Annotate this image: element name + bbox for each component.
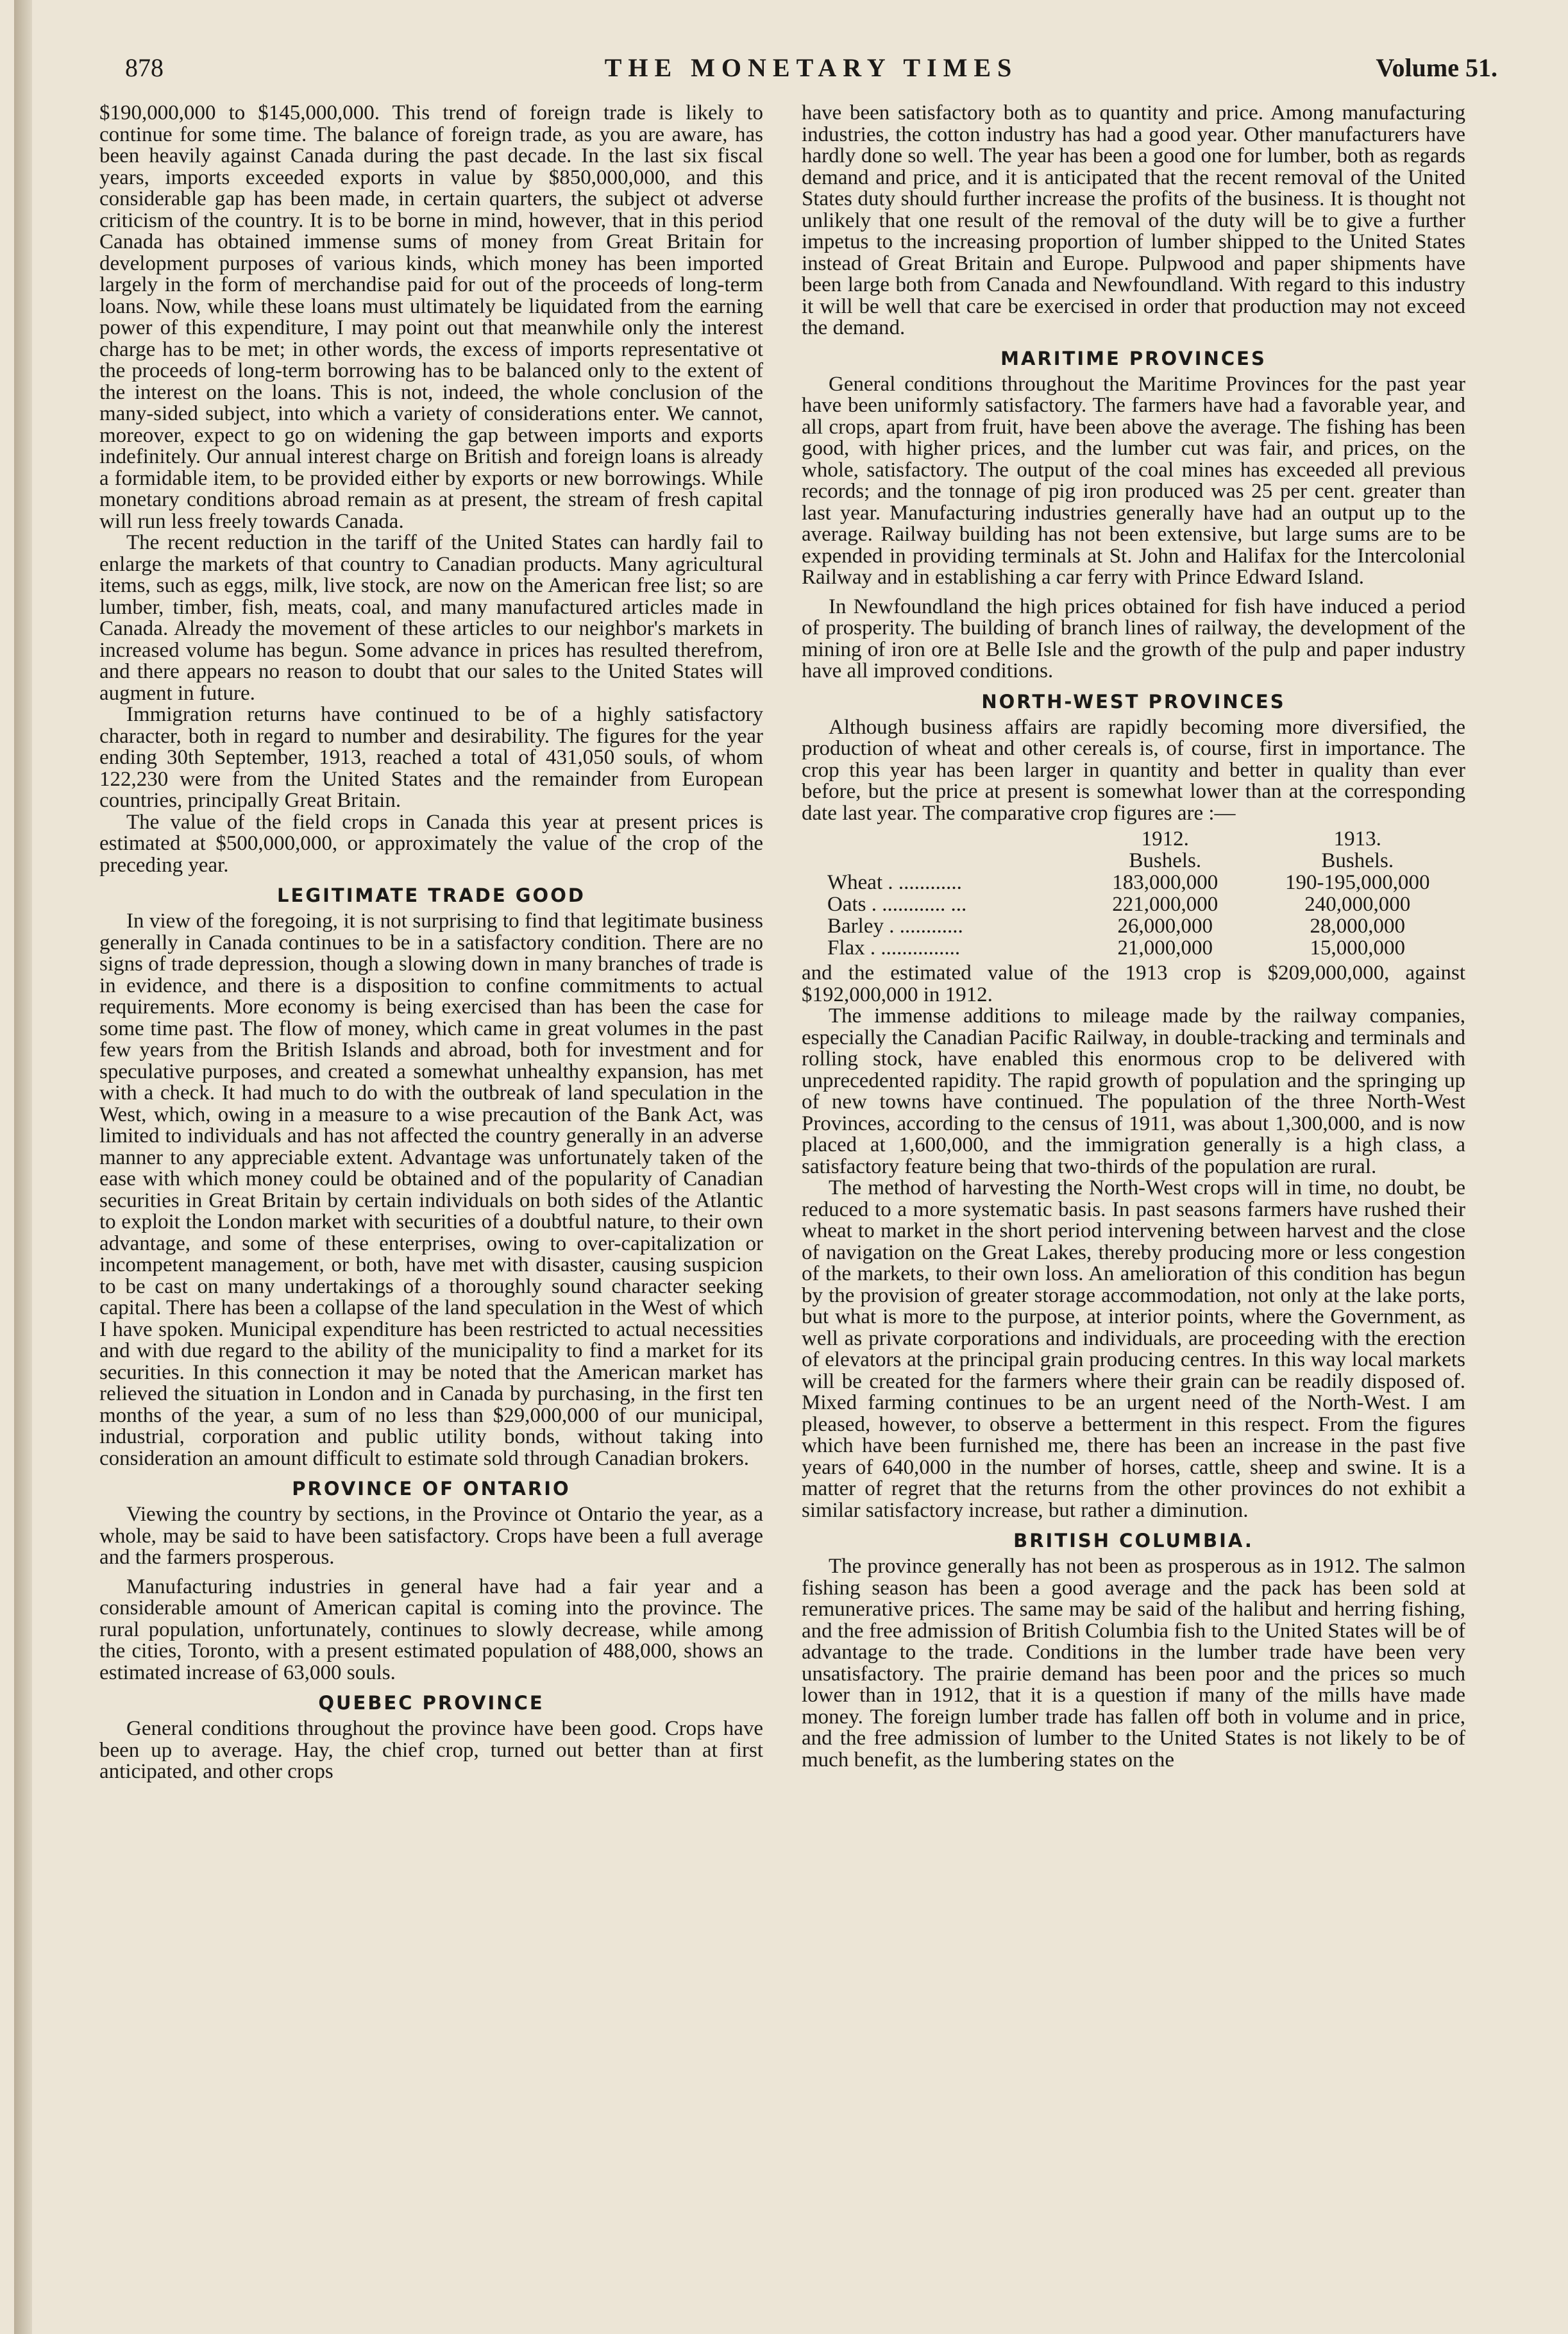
paragraph: have been satisfactory both as to quantity and price. Among manufacturing industries, the cotton industry has had a good year. Other manufacturers have hardly done so well. The year has been a good one for lumber, both as regards demand and price, and it is anticipated that the recent removal of the United States duty should further increase the profits of the business. It is thought not unlikely that one result of the removal of the duty will be to give a further impetus to the increasing proportion of lumber shipped to the United States instead of Great Britain and Europe. Pulpwood and paper shipments have been large both from Canada and Newfoundland. With regard to this industry it will be well that care be exercised in order that production may not exceed the demand. (802, 101, 1465, 339)
crop-value-1912: 183,000,000 (1112, 871, 1218, 894)
section-heading-british-columbia: BRITISH COLUMBIA. (1013, 1530, 1254, 1552)
table-row (827, 872, 1469, 893)
page-header (125, 53, 1497, 91)
crop-label: Flax . ............... (827, 936, 961, 960)
crop-value-1913: 28,000,000 (1310, 915, 1405, 938)
paragraph: The immense additions to mileage made by the railway companies, especially the Canadian Pacific Railway, in double-tracking and terminals and rolling stock, have enabled this enormous crop to be delivered with unprecedented rapidity. The rapid growth of population and the springing up of new towns have continued. The population of the three North-West Provinces, according to the census of 1911, was about 1,300,000, and is now placed at 1,600,000, and the immigration generally is a high class, a satisfactory feature being that two-thirds of the population are rural. (802, 1004, 1465, 1178)
paragraph: Immigration returns have continued to be of a highly satisfactory character, both in regard to number and desirability. The figures for the year ending 30th September, 1913, reached a total of 431,050 souls, of whom 122,230 were from the United States and the remainder from European countries, principally Great Britain. (99, 703, 763, 812)
journal-title: THE MONETARY TIMES (604, 53, 1018, 82)
section-heading-legitimate-trade: LEGITIMATE TRADE GOOD (277, 884, 586, 906)
left-column (99, 103, 763, 1783)
crop-figures-table (827, 828, 1469, 959)
paragraph: The value of the field crops in Canada this year at present prices is estimated at $500,000,000, or approximately the value of the crop of the preceding year. (99, 810, 763, 877)
column-year-1913: 1913. (1333, 827, 1381, 850)
table-row (827, 893, 1469, 915)
paragraph: Although business affairs are rapidly becoming more diversified, the production of wheat and other cereals is, of course, first in importance. The crop this year has been larger in quantity and better in quality than ever before, but the price at present is somewhat lower than at the corresponding date last year. The comparative crop figures are :— (802, 715, 1465, 825)
paragraph: The method of harvesting the North-West crops will in time, no doubt, be reduced to a more systematic basis. In past seasons farmers have rushed their wheat to market in the short period intervening between harvest and the close of navigation on the Great Lakes, thereby producing more or less congestion of the markets, to their own loss. An amelioration of this condition has begun by the provision of greater storage accommodation, not only at the lake ports, but what is more to the purpose, at interior points, where the Government, as well as private corporations and individuals, are proceeding with the erection of elevators at the principal grain producing centres. In this way local markets will be created for the farmers where their grain can be readily disposed of. Mixed farming continues to be an urgent need of the North-West. I am pleased, however, to observe a betterment in this respect. From the figures which have been furnished me, there has been an increase in the past five years of 640,000 in the number of horses, cattle, sheep and swine. It is a matter of regret that the returns from the other provinces do not exhibit a similar satisfactory increase, but rather a diminution. (802, 1176, 1465, 1522)
crop-value-1913: 190-195,000,000 (1285, 871, 1430, 894)
table-header-row (827, 850, 1469, 872)
column-unit-1912: Bushels. (1129, 849, 1202, 872)
section-heading-quebec: QUEBEC PROVINCE (318, 1692, 544, 1714)
crop-value-1912: 26,000,000 (1117, 915, 1213, 938)
crop-value-1913: 15,000,000 (1310, 936, 1405, 960)
right-column (802, 103, 1465, 1771)
section-heading-northwest: NORTH-WEST PROVINCES (981, 690, 1286, 713)
volume-label: Volume 51. (1376, 53, 1497, 82)
paragraph: General conditions throughout the Maritime Provinces for the past year have been uniformly satisfactory. The farmers have had a favorable year, and all crops, apart from fruit, have been above the average. The fishing has been good, with higher prices, and the lumber cut was fair, and prices, on the whole, satisfactory. The output of the coal mines has exceeded all previous records; and the tonnage of pig iron produced was 25 per cent. greater than last year. Manufacturing industries generally have had an output up to the average. Railway building has not been extensive, but large sums are to be expended in providing terminals at St. John and Halifax for the Intercolonial Railway and in establishing a car ferry with Prince Edward Island. (802, 372, 1465, 589)
page-number: 878 (125, 53, 164, 82)
paragraph: In Newfoundland the high prices obtained for fish have induced a period of prosperity. The building of branch lines of railway, the development of the mining of iron ore at Belle Isle and the growth of the pulp and paper industry have all improved conditions. (802, 595, 1465, 682)
section-heading-maritime: MARITIME PROVINCES (1000, 347, 1267, 369)
paragraph: The recent reduction in the tariff of the United States can hardly fail to enlarge the markets of that country to Canadian products. Many agricultural items, such as eggs, milk, live stock, are now on the American free list; so are lumber, timber, fish, meats, coal, and many manufactured articles made in Canada. Already the movement of these articles to our neighbor's markets in increased volume has begun. Some advance in prices has resulted therefrom, and there appears no reason to doubt that our sales to the United States will augment in future. (99, 531, 763, 705)
paragraph: The province generally has not been as prosperous as in 1912. The salmon fishing season has been a good average and the pack has been sold at remunerative prices. The same may be said of the halibut and herring fishing, and the free admission of British Columbia fish to the United States will be of advantage to the trade. Conditions in the lumber trade have been very unsatisfactory. The prairie demand has been poor and the prices so much lower than in 1912, that it is a question if many of the mills have made money. The foreign lumber trade has fallen off both in volume and in price, and the free admission of lumber to the United States is not likely to be of much benefit, as the lumbering states on the (802, 1555, 1465, 1772)
crop-value-1912: 21,000,000 (1117, 936, 1213, 960)
paragraph: Manufacturing industries in general have had a fair year and a considerable amount of American capital is coming into the province. The rural population, unfortunately, continues to slowly decrease, while among the cities, Toronto, with a present estimated population of 488,000, shows an estimated increase of 63,000 souls. (99, 1575, 763, 1684)
paragraph: In view of the foregoing, it is not surprising to find that legitimate business generally in Canada continues to be in a satisfactory condition. There are no signs of trade depression, though a slowing down in many branches of trade is in evidence, and there is a disposition to confine commitments to actual requirements. More economy is being exercised than has been the case for some time past. The flow of money, which came in great volumes in the past few years from the British Islands and abroad, both for investment and for speculative purposes, and created a somewhat unhealthy expansion, has met with a check. It had much to do with the outbreak of land speculation in the West, which, owing in a measure to a wise precaution of the Bank Act, was limited to individuals and has not affected the country generally in an adverse manner to any appreciable extent. Advantage was unfortunately taken of the ease with which money could be obtained and of the popularity of Canadian securities in Great Britain by certain individuals on both sides of the Atlantic to exploit the London market with securities of a doubtful nature, to their own advantage, and some of these enterprises, owing to over-capitalization or incompetent management, or both, have met with disaster, causing suspicion to be cast on many undertakings of a thoroughly sound character seeking capital. There has been a collapse of the land speculation in the West of which I have spoken. Municipal expenditure has been restricted to actual necessities and with due regard to the ability of the municipality to find a market for its securities. In this connection it may be noted that the American market has relieved the situation in London and in Canada by purchasing, in the first ten months of the year, a sum of no less than $29,000,000 of our municipal, industrial, corporation and public utility bonds, without taking into consideration an amount difficult to estimate sold through Canadian brokers. (99, 909, 763, 1470)
crop-value-1913: 240,000,000 (1304, 893, 1411, 916)
binding-gutter (14, 0, 32, 2334)
paragraph: General conditions throughout the province have been good. Crops have been up to average. Hay, the chief crop, turned out better than at first anticipated, and other crops (99, 1717, 763, 1783)
crop-label: Oats . ............ ... (827, 893, 967, 916)
paragraph: and the estimated value of the 1913 crop is $209,000,000, against $192,000,000 in 1912. (802, 961, 1465, 1006)
column-unit-1913: Bushels. (1321, 849, 1394, 872)
paragraph: Viewing the country by sections, in the Province ot Ontario the year, as a whole, may be said to have been satisfactory. Crops have been a full average and the farmers prosperous. (99, 1503, 763, 1569)
table-header-row (827, 828, 1469, 850)
crop-label: Barley . ............ (827, 915, 963, 938)
column-year-1912: 1912. (1141, 827, 1189, 850)
paragraph: $190,000,000 to $145,000,000. This trend of foreign trade is likely to continue for some time. The balance of foreign trade, as you are aware, has been heavily against Canada during the past decade. In the last six fiscal years, imports exceeded exports in value by $850,000,000, and this considerable gap has been made, in certain quarters, the subject ot adverse criticism of the country. It is to be borne in mind, however, that in this period Canada has obtained immense sums of money from Great Britain for development purposes of various kinds, which money has been imported largely in the form of merchandise paid for out of the proceeds of long-term loans. Now, while these loans must ultimately be liquidated from the earning power of this expenditure, I may point out that meanwhile only the interest charge has to be met; in other words, the excess of imports representative ot the proceeds of long-term borrowing has to be balanced only to the extent of the interest on the loans. This is not, indeed, the whole conclusion of the many-sided subject, into which a variety of considerations enter. We cannot, moreover, expect to go on widening the gap between imports and exports indefinitely. Our annual interest charge on British and foreign loans is already a formidable item, to be provided either by exports or new borrowings. While monetary conditions abroad remain as at present, the stream of fresh capital will run less freely towards Canada. (99, 101, 763, 533)
crop-label: Wheat . ............ (827, 871, 962, 894)
table-row (827, 915, 1469, 937)
table-row (827, 937, 1469, 959)
section-heading-ontario: PROVINCE OF ONTARIO (292, 1478, 571, 1500)
crop-value-1912: 221,000,000 (1112, 893, 1218, 916)
